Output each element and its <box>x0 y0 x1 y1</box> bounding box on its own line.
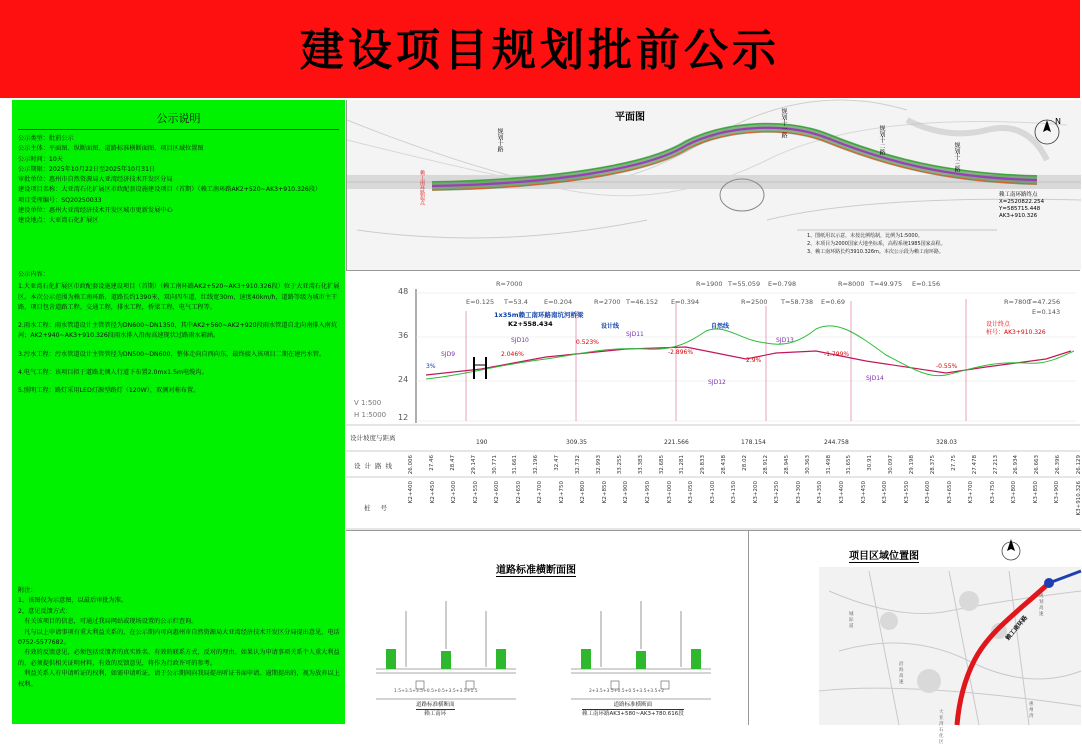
meta-builder: 建设单位：惠州大亚湾经济技术开发区城市更新发展中心 <box>18 207 173 215</box>
meta-duration: 公示时间：10天 <box>18 155 63 163</box>
station-cell: K3+910.326 <box>1076 481 1082 516</box>
content-rain: 2.雨水工程：雨水管道设计主管管径为DN600~DN1350，其中AK2+560~AK2+920段雨水管道自北向南排入南坑河；AK2+940~AK3+910.326段雨水排入沿海高速现状过路雨水箱涵。 <box>18 322 338 340</box>
station-cell: K2+550 <box>472 481 479 504</box>
station-cell: K3+400 <box>838 481 845 504</box>
svg-text:N: N <box>1055 117 1061 126</box>
station-cell: K3+900 <box>1054 481 1061 504</box>
content-electric: 4.电气工程：该项目拟于道路北侧人行道下布置2.0mx1.5m电缆沟。 <box>18 369 208 377</box>
section-a-dims: 1.5+3.5+3.5+0.5+0.5+3.5+3.5+1.5 <box>394 689 478 694</box>
elevation-cell: 32.685 <box>658 455 665 475</box>
meta-approver: 审批单位：惠州市自然资源局大亚湾经济技术开发区分局 <box>18 176 173 184</box>
plan-notes: 1、图纸用以示意，未按比例绘制，比例为1:5000。 2、本项目为2000国家大地坐标系，高程系统1985国家高程。 3、赖工南环路长约3910.326m。本次公示段为赖工南环路。 <box>807 233 946 255</box>
y-tick-12: 12 <box>398 413 409 422</box>
elevation-cell: 26.006 <box>408 455 414 475</box>
station-cell: K2+700 <box>537 481 544 504</box>
station-cell: K3+150 <box>731 481 738 504</box>
profile-panel: 48 36 24 12 V 1:500 H 1:5000 R=7000 E=0.125 T=53.4 E=0.204 R=2700 T=46.152 E=0.394 R=1900 T=55.059 E=0.798 R=2500 T=58.738 E=0.69 R=8000 T=49.975 E=0.156 R=7800 T=47.256 E=0.143 1x35m赖工南环路南坑河桥梁 K2+558.434 设计线 自然线 设计终点 桩号：AK3+910.326 SJD9 SJD10 SJD11 SJD12 SJD13 SJD14 3% 2.046% 0.523% -2.896% 2.9% -1.799% -0.55% 设计坡度与距离 设计路线 桩号 190 309.35 221.566 178.154 244.758 328.03 26.006 27.46 28.47 29.147 30.771 31.661 32.196 32.47 32.732 32.993 33.255 33.383 32.685 31.281 29.833 28.438 28.02 28.912 28.945 30.363 31.498 31.655 30.91 30.097 29.198 28.375 27.75 27.478 27.213 26.934 26.663 26.396 26.129 K2+400 K2+450 K2+500 K2+550 K2+600 K2+650 K2+700 K2+750 K2+800 K2+850 K2+900 K2+950 K3+000 K3+050 K3+100 K3+150 K3+200 K3+250 K3+300 K3+350 K3+400 K3+450 K3+500 K3+550 K3+600 K3+650 K3+700 K3+750 K3+800 K3+850 K3+900 K3+910.326 <box>346 270 1080 531</box>
bridge-label: 1x35m赖工南环路南坑河桥梁 K2+558.434 <box>494 311 584 328</box>
station-cell: K2+500 <box>451 481 458 504</box>
elevation-cell: 31.281 <box>679 455 686 475</box>
notice-meta <box>18 134 340 227</box>
station-cell: K2+850 <box>601 481 608 504</box>
section-b-caption: 道路标准横断面 赖工南环路AK3+580~AK3+780.616段 <box>582 702 684 717</box>
elevation-cell: 28.47 <box>449 455 456 471</box>
heading-divider <box>18 129 339 130</box>
section-b <box>571 601 711 699</box>
row-label-design: 设计路线 <box>354 462 396 470</box>
meta-type: 公示类型：批前公示 <box>18 135 74 142</box>
section-a-caption: 道路标准横断面 赖工南环 <box>416 702 455 717</box>
station-cell: K2+400 <box>408 481 414 504</box>
plan-title: 平面图 <box>615 112 645 123</box>
end-coords: 赖工南环路终点 X=2520822.254 Y=585715.448 AK3+910.326 <box>999 192 1045 219</box>
title-banner <box>0 0 1080 98</box>
elevation-row <box>408 455 1080 477</box>
station-cell: K3+500 <box>882 481 889 504</box>
row-label-station: 桩号 <box>364 504 397 512</box>
elevation-cell: 27.213 <box>992 455 999 475</box>
elevation-cell: 32.732 <box>575 455 581 475</box>
start-label: 赖工南环路起点 <box>419 170 425 205</box>
content-road: 1.大亚湾石化扩展区市政配套设施建设项目（首期）（赖工南环路AK2+520~AK3+910.326段）位于大亚湾石化扩展区。本次公示范围为赖工南环路，道路长约1390米，双向四车道，红线宽30m，速度40km/h，道路等级为城市主干路，项目包含道路工程，交通工程，排水工程，桥梁工程，电气工程等。 <box>18 283 340 311</box>
elevation-cell: 28.438 <box>721 455 728 475</box>
content-sewage: 3.污水工程：污水管道设计主管管径为DN500~DN600，整体走向自西向东，最终接入该项目二期在建污水管。 <box>18 350 326 358</box>
section-b-dims: 2+3.5+3.5+0.5+0.5+3.5+3.5+2 <box>589 689 665 694</box>
elevation-cell: 30.91 <box>867 455 874 471</box>
notice-heading: 公示说明 <box>156 112 201 125</box>
station-cell: K3+750 <box>989 481 996 504</box>
notice-panel <box>12 100 345 724</box>
station-cell: K3+700 <box>968 481 975 504</box>
scale-v: V 1:500 <box>354 399 382 407</box>
elevation-cell: 31.655 <box>846 455 853 475</box>
elevation-cell: 27.478 <box>971 455 978 475</box>
scale-h: H 1:5000 <box>354 411 387 419</box>
meta-project-name: 建设项目名称：大亚湾石化扩展区市政配套设施建设项目（首期）（赖工南环路AK2+520~AK3+910.326段） <box>18 186 322 194</box>
plan-view-panel <box>346 100 1081 270</box>
elevation-cell: 29.833 <box>700 455 707 475</box>
notes-5: 有效的反馈意见，必须包括反馈者的真实姓名、有效的联系方式，反对的理由。如果认为申请事项关系个人重大利益的，必须提供相关证明材料，有效的反馈意见，将作为行政许可的参考。 <box>18 649 340 667</box>
station-cell: K3+800 <box>1011 481 1018 504</box>
station-cell: K3+350 <box>817 481 824 504</box>
route-label: 赖工南环路 <box>1004 614 1030 642</box>
elevation-cell: 28.375 <box>929 455 936 475</box>
notice-notes <box>18 586 340 690</box>
notes-1: 1、该图仅为示意图，以最后审批为准。 <box>18 597 128 605</box>
station-cell: K3+650 <box>946 481 953 504</box>
elevation-cell: 28.912 <box>762 455 769 475</box>
elevation-cell: 28.945 <box>783 455 790 475</box>
ground-line-label: 自然线 <box>711 323 730 330</box>
elevation-cell: 28.02 <box>742 455 748 471</box>
elevation-cell: 27.75 <box>950 455 957 471</box>
notes-title: 附注： <box>18 587 37 594</box>
station-cell: K2+600 <box>494 481 501 504</box>
station-cell: K3+600 <box>925 481 932 504</box>
elevation-cell: 26.934 <box>1013 455 1020 475</box>
content-lighting: 5.照明工程：路灯采用LED灯源型路灯（120W），双侧对称布置。 <box>18 387 200 395</box>
elevation-cell: 26.663 <box>1034 455 1041 475</box>
section-a <box>376 601 516 699</box>
y-tick-48: 48 <box>398 287 409 296</box>
station-cell: K2+800 <box>580 481 587 504</box>
elevation-cell: 30.363 <box>804 455 811 475</box>
notes-4: 凡与以上申请事项有重大利益关系的，在公示期内可向惠州市自然资源局大亚湾经济技术开发区分局提出意见，电话0752-5577682。 <box>18 628 340 647</box>
meta-subject: 公示主体：平面图、纵断面图、道路标准横断面图、项目区域位置图 <box>18 145 204 153</box>
station-cell: K3+200 <box>752 481 759 504</box>
elevation-cell: 29.147 <box>470 455 477 475</box>
elevation-cell: 30.097 <box>888 455 895 475</box>
location-map-title: 项目区域位置图 <box>849 547 919 563</box>
road-label-11: 规划十一路 <box>780 108 787 138</box>
elevation-cell: 27.46 <box>428 455 435 471</box>
elevation-cell: 26.129 <box>1076 455 1082 475</box>
station-cell: K2+950 <box>645 481 652 504</box>
elevation-cell: 32.47 <box>554 455 561 471</box>
elevation-cell: 29.198 <box>909 455 915 475</box>
elevation-cell: 32.993 <box>595 455 602 475</box>
end-label: 设计终点 桩号：AK3+910.326 <box>986 321 1046 336</box>
elevation-cell: 26.396 <box>1055 455 1062 475</box>
elevation-cell: 31.661 <box>512 455 519 475</box>
station-cell: K3+300 <box>795 481 802 504</box>
station-row <box>408 481 1080 527</box>
road-label-13: 规划十三路 <box>953 142 960 172</box>
elevation-cell: 31.498 <box>825 455 832 475</box>
content-title: 公示内容： <box>18 271 49 278</box>
road-label-10: 规划十路 <box>496 128 503 152</box>
station-cell: K3+250 <box>774 481 781 504</box>
road-label-12: 规划十二路 <box>878 125 885 155</box>
notes-2: 2、意见反馈方式： <box>18 607 72 615</box>
station-cell: K3+050 <box>688 481 695 504</box>
station-cell: K3+000 <box>666 481 673 504</box>
station-cell: K2+900 <box>623 481 630 504</box>
notice-content <box>18 270 340 405</box>
station-cell: K2+650 <box>515 481 522 504</box>
y-tick-24: 24 <box>398 375 409 384</box>
cross-section-title: 道路标准横断面图 <box>496 561 576 577</box>
location-map-panel: 项目区域位置图 赖工南环路 规划高速 城际道 惠州湾 沿海高速 大亚湾石化区 <box>748 530 1081 725</box>
elevation-cell: 33.383 <box>637 455 644 475</box>
meta-location: 建设地点：大亚湾石化扩展区 <box>18 217 99 225</box>
station-cell: K3+450 <box>860 481 867 504</box>
elevation-cell: 33.255 <box>616 455 623 475</box>
design-line-label: 设计线 <box>601 323 620 330</box>
plan-drawing <box>347 100 1081 270</box>
row-label-grade: 设计坡度与距离 <box>350 434 396 442</box>
station-cell: K3+850 <box>1032 481 1039 504</box>
station-cell: K2+450 <box>429 481 436 504</box>
meta-period: 公示期限：2025年10月22日至2025年10月31日 <box>18 165 156 173</box>
meta-application-no: 项目受理编号：SQ20250033 <box>18 196 102 204</box>
elevation-cell: 32.196 <box>533 455 540 475</box>
y-tick-36: 36 <box>398 331 409 340</box>
station-cell: K3+550 <box>903 481 910 504</box>
station-cell: K3+100 <box>709 481 716 504</box>
cross-section-panel <box>346 530 748 725</box>
page-title: 建设项目规划批前公示 <box>300 25 780 76</box>
station-cell: K2+750 <box>558 481 565 504</box>
notes-6: 利益关系人有申请听证的权利，如需申请听证，请于公示期间向我局提出听证书面申请。逾期提出的，视为放弃以上权利。 <box>18 670 340 688</box>
elevation-cell: 30.771 <box>491 455 498 475</box>
notes-3: 有关该项目的信息，可通过我局网站或现场设置的公示栏查询。 <box>18 618 198 626</box>
